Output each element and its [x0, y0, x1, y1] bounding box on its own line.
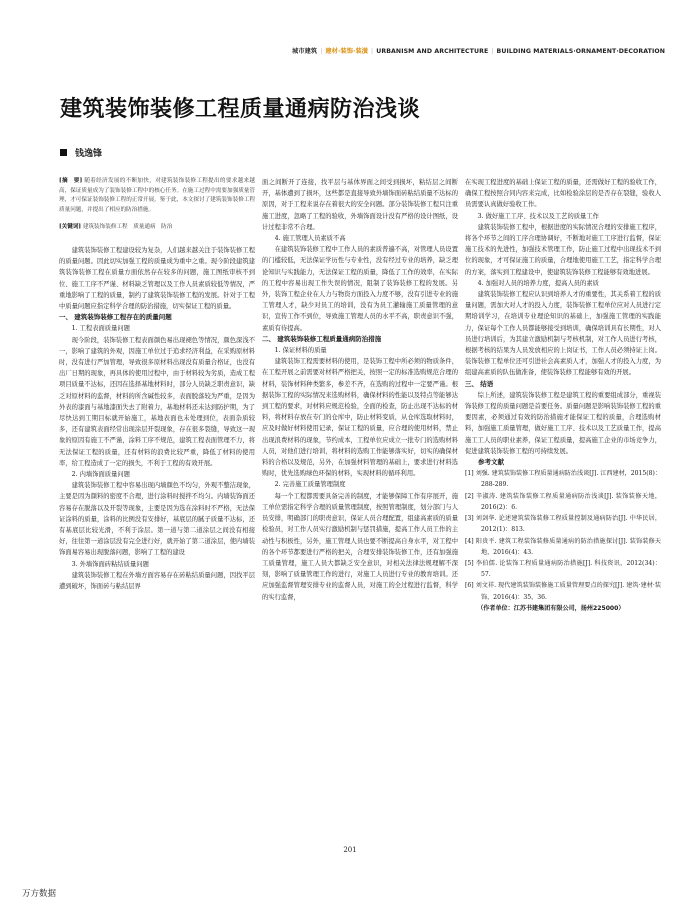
intro-paragraph: 建筑装饰装修工程建设较为复杂，人们越来越关注于装饰装修工程的质量问题。因此切实加强工程的质量成为重中之重。现今阶段建筑建筑装饰装修工程在质量方面依然存在较多的问题，施工图纸审核不到位、施工工序不严谨、材料缺乏管理以及工作人员素质较低等情况，严重地影响了工程的质量，制约了建筑装饰装修工程的发展。针对于工程中质量问题应指定科学合理的防治措施，切实保证工程的质量。	[59, 246, 255, 310]
subsection-heading: 4. 施工管理人员素质不高	[274, 235, 346, 243]
author-affiliation: （作者单位：江苏书建集团有限公司，扬州225000）	[477, 604, 625, 612]
page-number: 201	[343, 846, 357, 854]
column-1	[59, 177, 255, 592]
body-paragraph: 建筑装饰装修工程中，根据进度的实际情况合理的安排施工程序，将各个环节之间的工序合理协调好，不断地对施工工序进行监督，保证施工技术的先进性，加强技术管理工作，防止施工过程中出现技术不到位的现象，才可保证施工的质量，合理地使用施工工艺，指定科学合理的方案，落实到工程建设中，使建筑装饰装修工程能够有效地进展。	[465, 223, 661, 276]
abstract: [摘 要] 随着经济发展的不断加快，对建筑装饰装修工程提出的要求越来越高，保证质量成为了装饰装修工程中的核心任务。在施工过程中需要加强质量管理，才可保证装饰装修工程的正常开展。鉴于此，本文探讨了建筑装饰装修工程质量问题，并提出了相应的防治措施。	[59, 178, 255, 213]
reference-item: [4] 阳贵平. 建筑工程装饰装修质量通病的防治措施探讨[J]. 装饰装修天地，2016(4)：43.	[465, 537, 661, 556]
body-paragraph: 每一个工程都需要具备完善的制度，才能够保障工作有序展开，施工单位需指定科学合理的质量管理制度，按照管理制度，划分部门与人员安排，明确部门的职责意识，保证人员合理配置，组建高素质的质量检验员，对工作人员实行激励机制与惩罚措施，提高工作人员工作的主动性与积极性，另外，施工管理人员也要不断提高自身水平，对工程中的各个环节都要进行严格的把关，合理安排装饰装修工作，还有加强施工质量管理，施工人员大都缺乏安全意识，对相关法律法规理解不深刻，影响了质量管理工作的进行，对施工人员进行专业的教育培训。还应加强监督管理安排专业的监督人员，对施工的全过程进行监督，科学的实行监督，	[262, 492, 458, 601]
header-english-subsection: BUILDING MATERIALS·ORNAMENT·DECORATION	[496, 48, 665, 55]
reference-item: [2] 辛淑涛. 建筑装饰装修工程质量通病防治浅谈[J]. 装饰装修天地，2016(2)：6.	[465, 492, 661, 511]
square-bullet-icon	[60, 149, 67, 156]
subsection-heading: 3. 做好施工工序、技术以及工艺的质量工作	[477, 212, 599, 220]
subsection-heading: 1. 工程表面质量问题	[71, 325, 130, 333]
running-header: 城市建筑 | 建材·装饰·装潢 | URBANISM AND ARCHITECTURE | BUILDING MATERIALS·ORNAMENT·DECORATION	[292, 48, 665, 55]
reference-item: [1] 刘强. 建筑装饰装修工程质量通病防治浅谈[J]. 江西建材，2015(8)：288-289.	[465, 470, 661, 489]
header-subsection: 建材·装饰·装潢	[325, 48, 369, 55]
reference-item: [3] 刘剑华. 论述建筑装饰装修工程质量控制及通病防治[J]. 中华民居，2012(1)：813.	[465, 515, 661, 534]
author-line	[60, 146, 102, 159]
reference-item: [5] 李伯儒. 论装饰工程质量通病防治措施[J]. 科技资讯，2012(34)：57.	[465, 559, 661, 579]
subsection-heading: 1. 保证材料的质量	[274, 347, 327, 355]
subsection-heading: 2. 完善施工质量管理制度	[274, 481, 346, 489]
wanfang-logo: 万方数据	[22, 889, 57, 899]
column-2	[262, 177, 458, 603]
header-section: 城市建筑	[292, 48, 318, 55]
article-title: 建筑装饰装修工程质量通病防治浅谈	[60, 97, 421, 122]
header-english-section: URBANISM AND ARCHITECTURE	[376, 48, 489, 55]
body-paragraph: 面之间断开了连接，找平层与基体界面之间受到损坏，粘结层之间断开，基体遭到了损坏，这些都是直接导致外墙饰面砖粘结质量不达标的原因，对于工程来说存在着很大的安全问题。部分装饰装修工程只注重施工进度，忽略了工程的验收，外墙饰面设计没有严格的设计图纸，设计过程非常不合理。	[262, 179, 458, 231]
body-paragraph: 在建筑装饰装修工程中工作人员的素质普遍不高，对管理人员设置的门槛较低，无法保证学历性与专业性，没有经过专业的培养，缺乏理论知识与实践能力，无法保证工程的质量，降低了工作的效率，在实际的工程中容易出现工作失误的情况，阻制了装饰装修工程的发展。另外，装饰工程企业在人力与物资方面投入力度不够，没有引进专业的施工管理人才，缺少对员工的培训，没有为员工灌输施工质量管理的意识，宣传工作不到位，导致施工管理人员的水平不高，职责意识不强，素质有待提高。	[262, 246, 458, 332]
body-paragraph: 建筑装饰装修工程中容易出现内墙颜色不均匀，外观不整洁现象，主要是因为颜料的密度不合理，进行涂料时搅拌不均匀。内墙装饰面还容易存在脱落以及开裂等现象，主要是因为选在涂料时不严格，无法保证涂料的质量，涂料的比例没有安排好，基底层的腻子质量不达标，还有基底层比较光滑，不利于涂层。第一道与第二道涂层之间没有相接好，往往第一道涂层没有完全进行好，就开始了第二道涂层，使内墙装饰面易容易出现脱落问题，影响了工程的建设	[59, 482, 255, 557]
body-paragraph: 在实现工程进度的基础上保证工程的质量，还需做好工程的验收工作，确保工程按照合同内容来完成，比如检验涂层的是否存在裂缝，验收人员需要认真做好验收工作。	[465, 179, 661, 209]
body-paragraph: 综上所述，建筑装饰装修工程是建筑工程的重要组成部分，重视装饰装修工程的质量问题是首要任务。质量问题是影响装饰装修工程的重要因素，必须通过有效的防治措施才能保证工程的质量，合理选购材料，加强施工质量管理，做好施工工序、技术以及工艺质量工作，提高施工工人员的职业素养，保证工程质量，提高施工企业的市场竞争力，促进建筑装饰装修工程的可持续发展。	[465, 391, 661, 455]
reference-item: [6] 刘文祥. 现代建筑装饰装修施工质量管理要点的探究[J]. 建筑·建材·装饰，2016(4)：35，36.	[465, 582, 661, 601]
body-paragraph: 建筑装饰装修工程在外墙方面容易存在砖粘结质量问题，因找平层遭到破坏，饰面砖与粘结层界	[59, 571, 255, 591]
column-3	[465, 177, 661, 614]
body-paragraph: 建筑装饰装修工程应认识到培养人才的重要性，其关系着工程的质量问题，需加大对人才的投入力度，装饰装修工程单位应对人员进行定期培训学习，在培训专业理论知识的基础上，加强施工管理的实践能力，保证每个工作人员都能够接受到培训，确保培训具有长期性，对人员进行培训后，为其建立激励机制与考核机制，对工作人员进行考核，根据考核的结果为人员发放相应的上岗证书，工作人员必须持证上岗。装饰装修工程单位还可引进社会高素质人才，加强人才的投入力度，为组建高素质的队伍做准备，使装饰装修工程能够有效的开展。	[465, 291, 661, 377]
references-heading: 参考文献	[478, 458, 504, 467]
body-paragraph: 现今阶段，装饰装修工程表面颜色易出现褪色等情况，颜色深浅不一，影响了建筑的外观，因施工单位过于追求经济利益，在采购原材料时，没有进行严加管理，导致很多原材料出现没有质量合格证，也没有出厂日期的现象，再具体的使用过程中，由于材料较为劣质，造成工程项目质量不达标，还因在选择基地材料时，部分人员缺乏职责意识，缺乏对原材料的监督，材料的所含碱性较多，表面脱落较为严重，是因为外表的漆面与基地漆面失去了附着力，基地材料还未达到防护期，为了尽快达到工期目标就开始施工，基地表面也未处理到位，表面杂质较多，还有建筑表面经常出现涂层开裂现象，存在很多裂缝，导致这一现象的原因有施工不严谨，涂料工序不规范，建筑工程表面管理不力，将无法保证工程的质量，还有材料的浪费比较严重，降低了材料的使用率，给工程造成了一定的损失，不利于工程的有效开展。	[59, 336, 255, 467]
author-name: 钱逸锋	[75, 149, 103, 159]
subsection-heading: 3. 外墙饰面砖粘结质量问题	[71, 560, 149, 568]
body-paragraph: 建筑装饰工程需要材料的使用，是装饰工程中所必须的物质条件，在工程开展之前需要对材料严格把关，按照一定的标准选购规范合理的材料，装饰材料种类繁多，参差不齐，在选购的过程中一定要严谨。根据装饰工程的实际情况来选购材料，确保材料的性能以及特点等能够达到工程的要求，对材料应规范检验，全面的检查，防止出现不达标的材料，将材料存放在专门的仓库中，防止材料变质，从仓库选取材料时，应及时做好材料使用记录，保证工程的质量，应合理的使用材料，禁止出现浪费材料的现象，节约成本，工程单位应成立一批专门的选购材料人员，对他们进行培训，将材料的选购工作能够落实好，切实的确保材料的合格以及规范，另外，在加强材料管理的基础上，要求进行材料选购时，优先选购绿色环保的材料，实现材料的循环利用。	[262, 358, 458, 478]
subsection-heading: 2. 内墙饰面质量问题	[71, 471, 130, 479]
section-heading: 一、 建筑装饰装修工程存在的质量问题	[59, 313, 172, 322]
subsection-heading: 4. 加强对人员的培养力度，提高人员的素质	[477, 279, 599, 287]
section-heading: 二、 建筑装饰装修工程质量通病防治措施	[262, 334, 382, 343]
section-heading: 三、 结语	[465, 379, 494, 388]
keywords: [关键词] 建筑装饰装修工程 质量通病 防治	[59, 224, 173, 231]
